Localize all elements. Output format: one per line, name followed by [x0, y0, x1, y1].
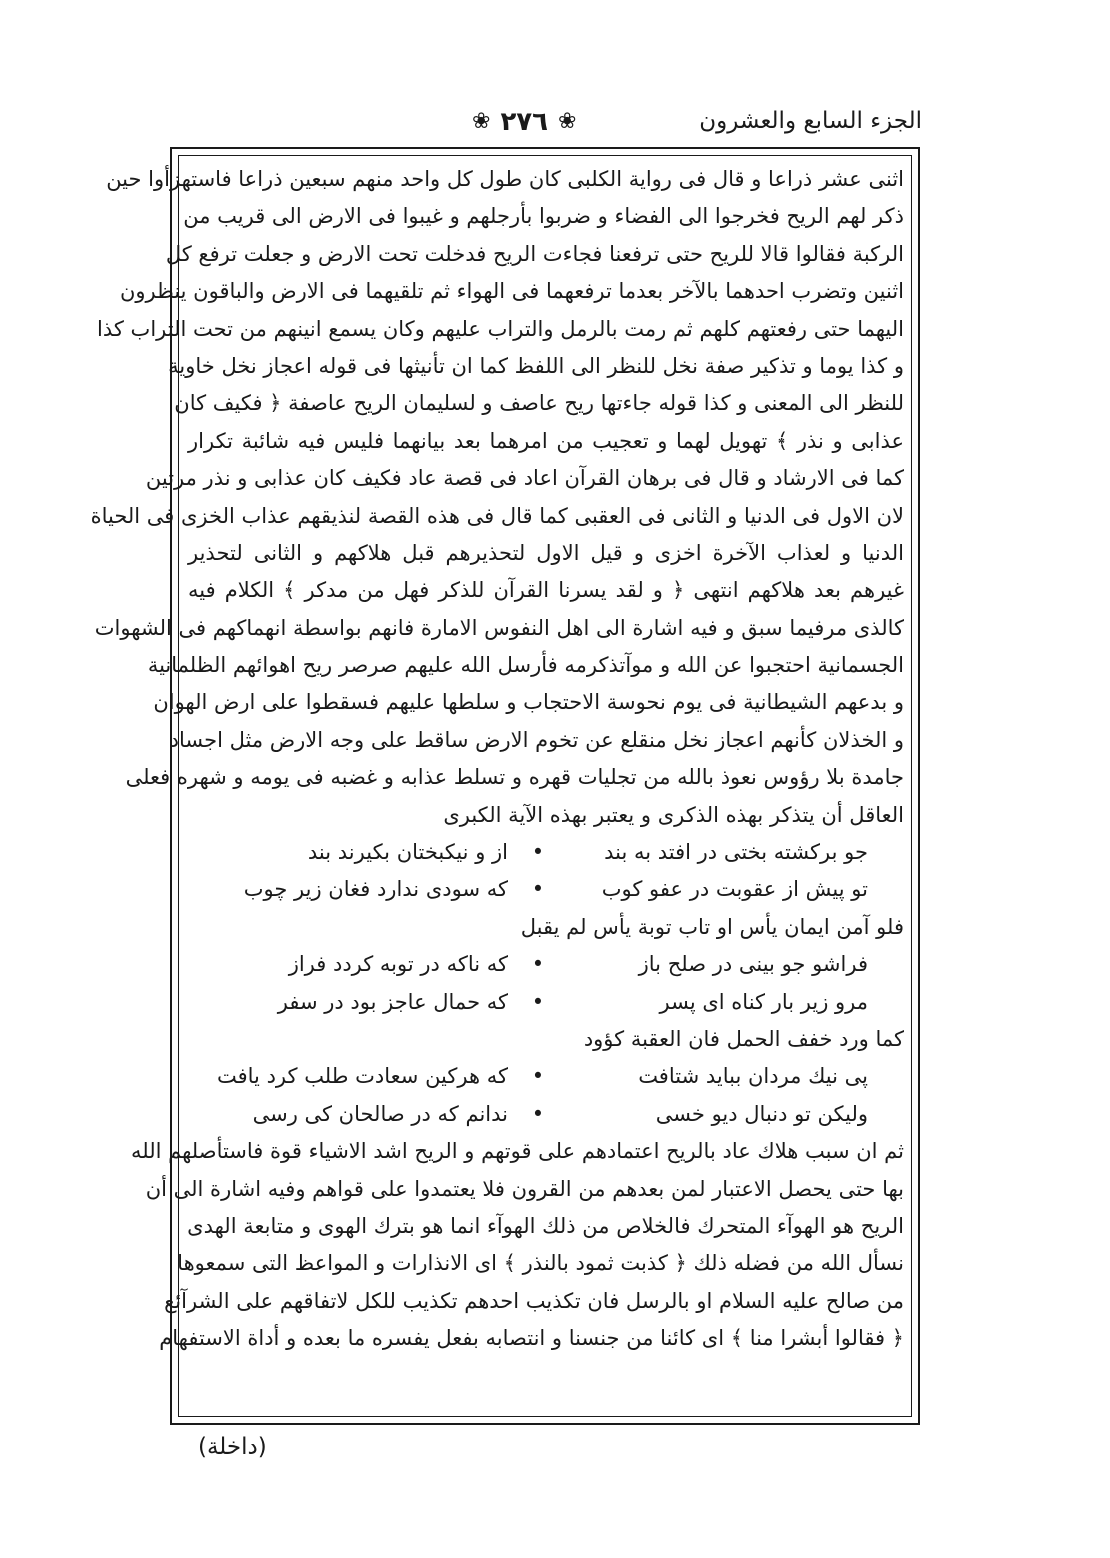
text-line: ذكر لهم الريح فخرجوا الى الفضاء و ضربوا بأرجلهم و غيبوا فى الارض الى قريب من: [183, 204, 904, 229]
text-line: غيرهم بعد هلاكهم انتهى ﴿ و لقد يسرنا القرآن للذكر فهل من مدكر ﴾ الكلام فيه: [188, 578, 904, 603]
verse-hemistich-right: پى نيك مردان ببايد شتافت: [638, 1064, 868, 1089]
text-line: اثنين وتضرب احدهما بالآخر بعدما ترفعهما فى الهواء ثم تلقيهما فى الارض والباقون ينظرون: [119, 279, 904, 304]
text-line: اثنى عشر ذراعا و قال فى رواية الكلبى كان طول كل واحد منهم سبعين ذراعا فاستهزأوا حين: [106, 167, 904, 191]
page-number-box: [472, 106, 576, 138]
verse-hemistich-right: فراشو جو بينى در صلح باز: [638, 952, 868, 977]
text-line: ثم ان سبب هلاك عاد بالريح اعتمادهم على قوتهم و الريح اشد الاشياء قوة فاستأصلهم الله: [131, 1139, 904, 1164]
verse-hemistich-left: ندانم كه در صالحان كى رسى: [252, 1101, 508, 1126]
verse-hemistich-right: وليكن تو دنبال ديو خسى: [655, 1101, 868, 1126]
text-line: جامدة بلا رؤوس نعوذ بالله من تجليات قهره و تسلط عذابه و غضبه فى يومه و شهره فعلى: [125, 765, 904, 790]
text-line: الريح هو الهوآء المتحرك فالخلاص من ذلك الهوآء انما هو بترك الهوى و متابعة الهدى: [187, 1213, 904, 1238]
poem-verse: [188, 834, 904, 871]
text-line: لان الاول فى الدنيا و الثانى فى العقبى كما قال فى هذه القصة لنذيقهم عذاب الخزى فى الحياة: [90, 503, 904, 528]
verse-separator: •: [531, 952, 545, 977]
arabic-verse-line: فلو آمن ايمان يأس او تاب توبة يأس لم يقبل: [520, 914, 904, 939]
verse-separator: •: [531, 989, 545, 1014]
text-line: بها حتى يحصل الاعتبار لمن بعدهم من القرون فلا يعتمدوا على قواهم وفيه اشارة الى أن: [145, 1176, 904, 1201]
text-line: عذابى و نذر ﴾ تهويل لهما و تعجيب من امرهما بعد بيانهما فليس فيه شائبة تكرار: [188, 428, 904, 453]
text-line: الركبة فقالوا قالا للريح حتى ترفعنا فجاءت الريح فدخلت تحت الارض و جعلت ترفع كل: [165, 241, 904, 266]
text-line: و الخذلان كأنهم اعجاز نخل منقلع عن تخوم الارض ساقط على وجه الارض مثل اجساد: [169, 727, 904, 752]
page-header: [170, 102, 922, 148]
poem-verse: [188, 1058, 904, 1095]
verse-hemistich-right: مرو زير بار كناه اى پسر: [659, 989, 868, 1014]
poem-verse: [188, 1096, 904, 1133]
verse-hemistich-right: جو بركشته بختى در افتد به بند: [604, 840, 868, 865]
text-line: كالذى مرفيما سبق و فيه اشارة الى اهل النفوس الامارة فانهم بواسطة انهماكهم فى الشهوات: [94, 615, 904, 640]
text-line: من صالح عليه السلام او بالرسل فان تكذيب احدهم تكذيب للكل لاتفاقهم على الشرآئع: [164, 1288, 904, 1313]
verse-separator: •: [531, 877, 545, 902]
text-line: ﴿ فقالوا أبشرا منا ﴾ اى كائنا من جنسنا و انتصابه بفعل يفسره ما بعده و أداة الاستفهام: [159, 1326, 904, 1351]
text-line: الجسمانية احتجبوا عن الله و موآتذكرمه فأرسل الله عليهم صرصر ريح اهوائهم الظلمانية: [147, 653, 904, 678]
poem-verse: [188, 871, 904, 908]
catchword: (داخلة): [198, 1434, 267, 1460]
verse-separator: •: [531, 840, 545, 865]
verse-hemistich-right: تو پيش از عقوبت در عفو كوب: [601, 877, 868, 902]
poem-verse: [188, 984, 904, 1021]
ornament-right-icon: ❀: [558, 109, 577, 134]
text-line: كما فى الارشاد و قال فى برهان القرآن اعاد فى قصة عاد فكيف كان عذابى و نذر مرتين: [145, 466, 904, 491]
page-number: ٢٧٦: [500, 107, 549, 137]
verse-hemistich-left: كه حمال عاجز بود در سفر: [277, 989, 508, 1014]
text-body: [90, 161, 904, 1358]
saying-line: كما ورد خفف الحمل فان العقبة كؤود: [583, 1026, 904, 1051]
text-line: الدنيا و لعذاب الآخرة اخزى و قيل الاول لتحذيرهم قبل هلاكهم و الثانى لتحذير: [188, 540, 904, 565]
text-line: و بدعهم الشيطانية فى يوم نحوسة الاحتجاب و سلطها عليهم فسقطوا على ارض الهوان: [153, 690, 904, 715]
ornament-left-icon: ❀: [472, 109, 491, 134]
text-line: نسأل الله من فضله ذلك ﴿ كذبت ثمود بالنذر ﴾ اى الانذارات و المواعظ التى سمعوها: [177, 1251, 904, 1276]
verse-hemistich-left: كه ناكه در توبه كردد فراز: [288, 952, 508, 977]
text-line: للنظر الى المعنى و كذا قوله جاءتها ريح عاصف و لسليمان الريح عاصفة ﴿ فكيف كان: [174, 391, 904, 416]
verse-hemistich-left: كه هركين سعادت طلب كرد يافت: [217, 1064, 508, 1089]
text-line: و كذا يوما و تذكير صفة نخل للنظر الى اللفظ كما ان تأنيثها فى قوله اعجاز نخل خاوية: [168, 353, 904, 378]
volume-title: الجزء السابع والعشرون: [699, 108, 922, 134]
verse-separator: •: [531, 1064, 545, 1089]
verse-separator: •: [531, 1101, 545, 1126]
text-line: اليهما حتى رفعتهم كلهم ثم رمت بالرمل والتراب عليهم وكان يسمع انينهم من تحت التراب كذا: [97, 316, 904, 341]
verse-hemistich-left: كه سودى ندارد فغان زير چوب: [243, 877, 508, 902]
text-line: العاقل أن يتذكر بهذه الذكرى و يعتبر بهذه الآية الكبرى: [443, 802, 904, 827]
verse-hemistich-left: از و نيكبختان بكيرند بند: [307, 840, 508, 865]
poem-verse: [188, 946, 904, 983]
text-frame: [90, 147, 920, 1425]
